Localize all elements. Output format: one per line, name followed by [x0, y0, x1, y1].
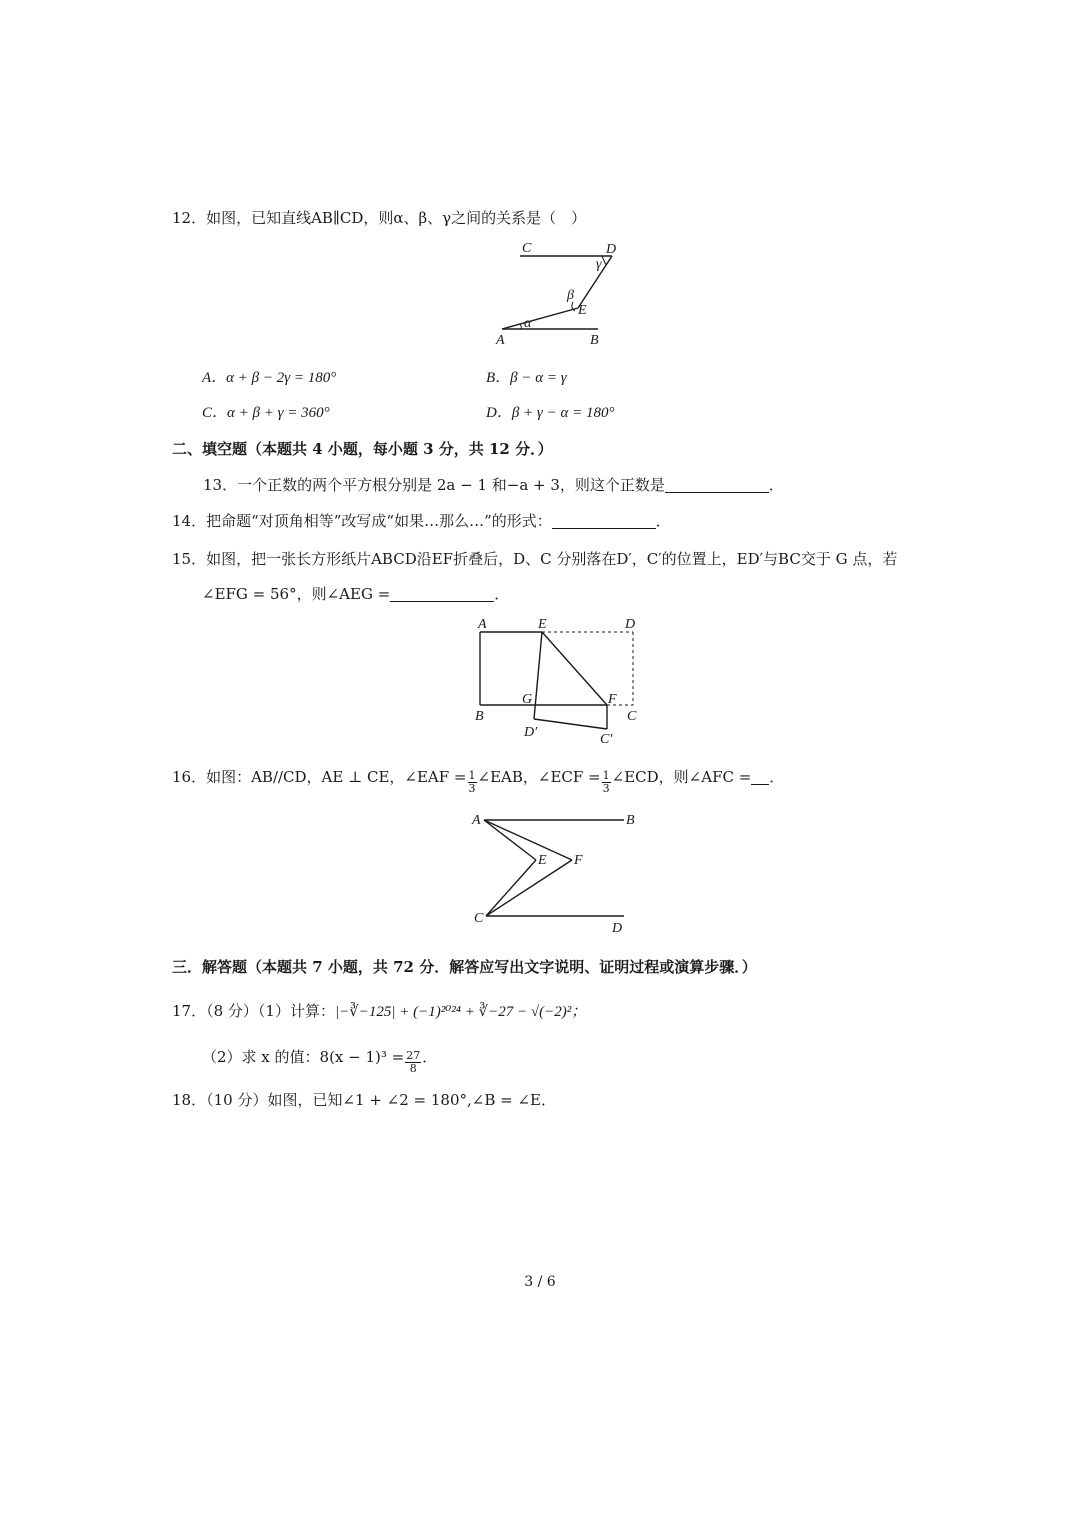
q16-frac1-num: 1 [468, 769, 476, 782]
q14-answer-blank[interactable] [552, 512, 656, 529]
q12-label-b: B [590, 333, 599, 348]
q16-label-f: F [574, 853, 583, 868]
q16-answer-blank[interactable] [751, 768, 769, 785]
q15-label-b: B [475, 709, 484, 724]
section3-title: 三．解答题（本题共 7 小题，共 72 分．解答应写出文字说明、证明过程或演算步骤．） [172, 958, 757, 976]
q16-label-a: A [472, 813, 481, 828]
section2-title: 二、填空题（本题共 4 小题，每小题 3 分，共 12 分．） [172, 440, 553, 458]
q15-label-a: A [478, 617, 487, 632]
q16-frac2-num: 1 [602, 769, 610, 782]
q12-figure [490, 238, 630, 348]
q12-label-beta: β [567, 288, 574, 303]
q12-stem: 12．如图，已知直线AB∥CD，则α、β、γ之间的关系是（ ） [172, 209, 587, 227]
q15-label-d-prime: D′ [524, 725, 538, 740]
q12-label-e: E [578, 303, 587, 318]
q16-label-c: C [474, 911, 484, 926]
q16 [172, 766, 784, 795]
q17-frac-num: 27 [406, 1049, 421, 1062]
q14-end: ． [655, 512, 671, 530]
q16-label-d: D [612, 921, 623, 936]
q16-label-b: B [626, 813, 635, 828]
q12-option-a[interactable]: A．α + β − 2γ = 180° [202, 370, 337, 386]
q15-label-d: D [625, 617, 636, 632]
q15-line1: 15．如图，把一张长方形纸片ABCD沿EF折叠后，D、C 分别落在D′，C′的位置上，ED′与BC交于 G 点，若 [172, 550, 898, 568]
q15-line2 [202, 583, 509, 604]
q16-frac1-den: 3 [468, 782, 476, 795]
page-number: 3 / 6 [524, 1274, 556, 1290]
q17-frac-den: 8 [409, 1062, 417, 1075]
q12-label-d: D [606, 242, 617, 257]
q13-text: 13．一个正数的两个平方根分别是 2a − 1 和−a + 3，则这个正数是 [203, 476, 665, 494]
q18: 18．（10 分）如图，已知∠1 + ∠2 = 180°,∠B = ∠E． [172, 1091, 556, 1109]
q17-part1-expression: |−∛−125| + (−1)²⁰²⁴ + ∛−27 − √(−2)²； [334, 1004, 587, 1020]
q15-label-c-prime: C′ [600, 732, 613, 747]
q17-fraction [405, 1050, 421, 1075]
q15-label-f: F [608, 692, 617, 707]
q14-text: 14．把命题“对顶角相等”改写成“如果…那么…”的形式： [172, 512, 552, 530]
q17-part2-pre: （2）求 x 的值：8(x − 1)³ = [202, 1048, 405, 1066]
q12-label-alpha: α [524, 316, 532, 331]
q15-end: ． [494, 585, 510, 603]
q15-figure [468, 612, 648, 752]
q14 [172, 510, 671, 531]
q15-answer-blank[interactable] [390, 585, 494, 602]
q16-frac2-den: 3 [602, 782, 610, 795]
q17-part2 [202, 1046, 437, 1075]
q16-mid1: ∠EAB，∠ECF = [477, 768, 601, 786]
q12-label-a: A [496, 333, 505, 348]
q12-option-c[interactable]: C．α + β + γ = 360° [202, 405, 330, 421]
q16-fraction-1 [468, 770, 477, 795]
q16-pre: 16．如图：AB//CD，AE ⊥ CE，∠EAF = [172, 768, 467, 786]
q15-label-c: C [627, 709, 637, 724]
q15-label-e: E [538, 617, 547, 632]
q16-figure [468, 808, 648, 938]
q17-part1-pre: 17．（8 分）（1）计算： [172, 1002, 335, 1020]
q13-answer-blank[interactable] [665, 476, 769, 493]
q13-end: ． [768, 476, 784, 494]
q12-option-d[interactable]: D．β + γ − α = 180° [486, 405, 615, 421]
q17-part1 [172, 1000, 586, 1021]
q15-label-g: G [522, 692, 533, 707]
q12-label-gamma: γ [596, 257, 602, 272]
q17-part2-end: ． [422, 1048, 438, 1066]
q15-line2-text: ∠EFG = 56°，则∠AEG = [202, 585, 391, 603]
q12-label-c: C [522, 241, 532, 256]
q12-option-b[interactable]: B．β − α = γ [486, 370, 567, 386]
q16-mid2: ∠ECD，则∠AFC = [611, 768, 752, 786]
q16-fraction-2 [602, 770, 611, 795]
q13 [203, 474, 784, 495]
q16-end: ． [769, 768, 785, 786]
q16-label-e: E [538, 853, 547, 868]
